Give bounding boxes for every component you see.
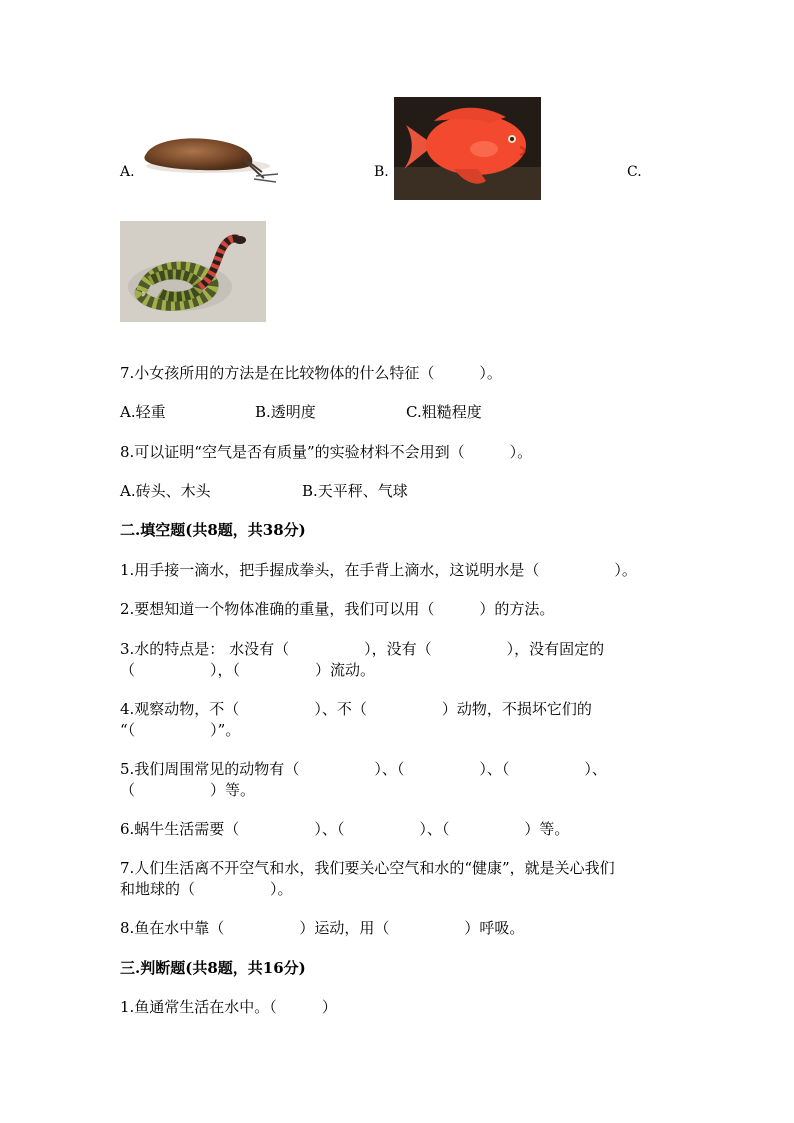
section-2-heading: 二.填空题(共8题，共38分) xyxy=(120,521,306,539)
fish-image xyxy=(394,97,541,200)
slug-image xyxy=(138,128,284,188)
snake-icon xyxy=(120,221,266,322)
section-3-heading: 三.判断题(共8题，共16分) xyxy=(120,959,306,977)
option-b-label: B. xyxy=(374,164,389,180)
question-7-option-b: B.透明度 xyxy=(255,403,316,421)
fill-question-7-line-2: 和地球的（ ）。 xyxy=(120,880,293,898)
question-8: 8.可以证明“空气是否有质量”的实验材料不会用到（ ）。 xyxy=(120,443,533,461)
slug-icon xyxy=(138,128,284,188)
question-8-option-a: A.砖头、木头 xyxy=(120,482,211,500)
question-8-option-b: B.天平秤、气球 xyxy=(302,482,408,500)
question-7-option-c: C.粗糙程度 xyxy=(406,403,482,421)
fill-question-5-line-1: 5.我们周围常见的动物有（ ）、（ ）、（ ）、 xyxy=(120,760,607,778)
fill-question-2: 2.要想知道一个物体准确的重量，我们可以用（ ）的方法。 xyxy=(120,600,555,618)
fill-question-4-line-2: “（ ）”。 xyxy=(120,721,241,739)
question-7: 7.小女孩所用的方法是在比较物体的什么特征（ ）。 xyxy=(120,364,502,382)
snake-image xyxy=(120,221,266,322)
option-c-label: C. xyxy=(627,164,642,180)
fish-icon xyxy=(394,97,541,200)
fill-question-1: 1.用手接一滴水，把手握成拳头，在手背上滴水，这说明水是（ ）。 xyxy=(120,561,637,579)
fill-question-8: 8.鱼在水中靠（ ）运动，用（ ）呼吸。 xyxy=(120,919,525,937)
option-a-label: A. xyxy=(120,164,135,180)
fill-question-6: 6.蜗牛生活需要（ ）、（ ）、（ ）等。 xyxy=(120,820,570,838)
fill-question-7-line-1: 7.人们生活离不开空气和水，我们要关心空气和水的“健康”，就是关心我们 xyxy=(120,859,615,877)
fill-question-3-line-1: 3.水的特点是： 水没有（ ），没有（ ），没有固定的 xyxy=(120,640,605,658)
fill-question-5-line-2: （ ）等。 xyxy=(120,781,256,799)
fill-question-4-line-1: 4.观察动物，不（ ）、不（ ）动物，不损坏它们的 xyxy=(120,700,592,718)
judge-question-1: 1.鱼通常生活在水中。（ ） xyxy=(120,998,337,1016)
question-7-option-a: A.轻重 xyxy=(120,403,166,421)
fill-question-3-line-2: （ ），（ ）流动。 xyxy=(120,661,376,679)
